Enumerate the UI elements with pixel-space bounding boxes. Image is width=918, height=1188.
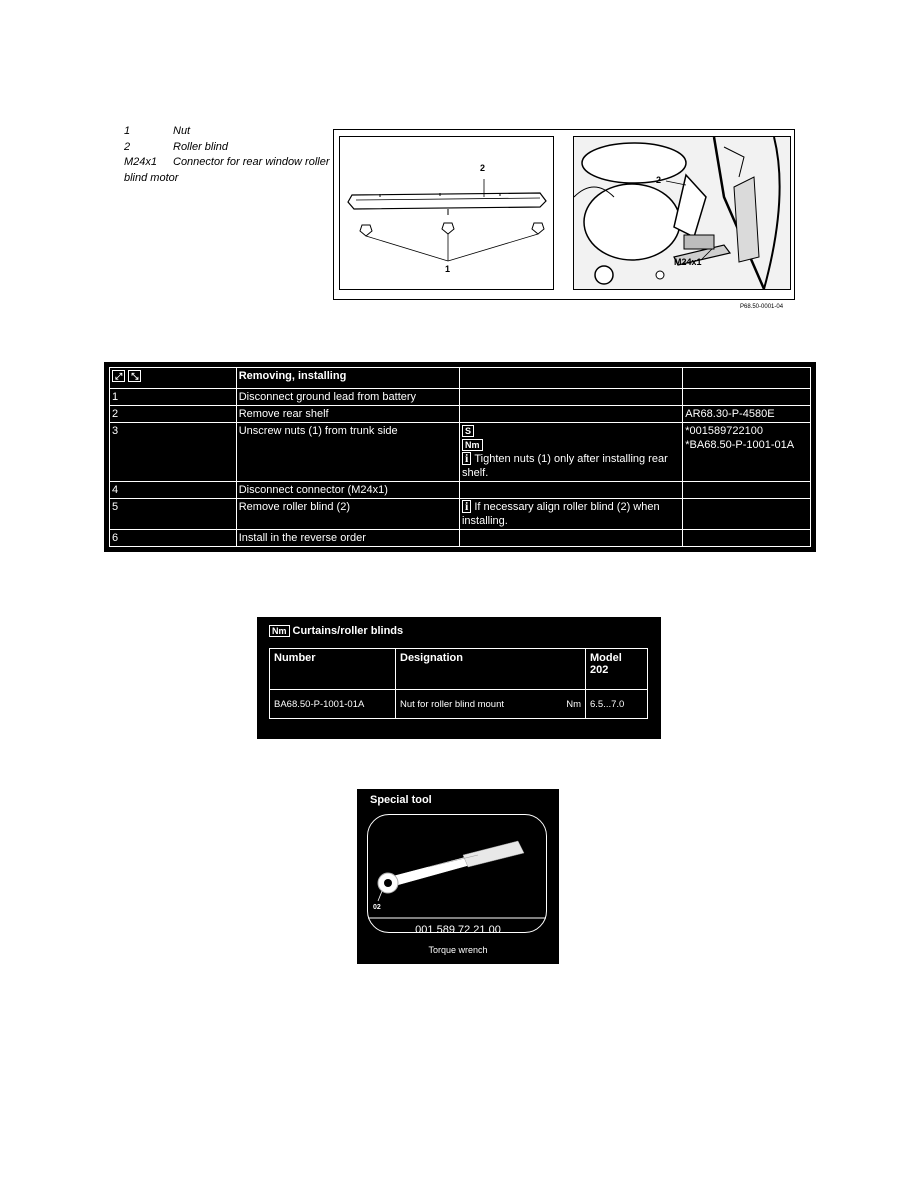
table-row (270, 690, 648, 719)
table-header-row (110, 368, 811, 389)
roller-blind-illustration (340, 137, 553, 289)
table-row (110, 389, 811, 406)
legend-item (124, 124, 334, 140)
step-text: Unscrew nuts (1) from trunk side (236, 423, 459, 482)
step-text: Remove rear shelf (236, 406, 459, 423)
step-note: Tighten nuts (1) only after installing rear shelf. (461, 453, 668, 479)
legend-key: 1 (124, 125, 131, 137)
info-icon: i (462, 452, 471, 465)
step-number: 1 (110, 389, 237, 406)
figure-code: P68.50-0001-04 (740, 304, 784, 310)
spec-number: BA68.50-P-1001-01A (270, 690, 396, 719)
trunk-photo (573, 136, 791, 290)
tool-name: Torque wrench (428, 945, 488, 955)
step-note: If necessary align roller blind (2) when installing. (461, 501, 660, 527)
step-text: Disconnect ground lead from battery (236, 389, 459, 406)
legend-label: Roller blind (173, 140, 229, 153)
torque-icon: Nm (269, 625, 290, 637)
column-header-designation: Designation (396, 649, 586, 690)
collapse-icon[interactable]: ⤡ (128, 370, 141, 382)
figure-legend (124, 124, 334, 186)
trunk-illustration (574, 137, 790, 289)
legend-label-continuation: blind motor (124, 171, 179, 184)
legend-label: Nut (173, 125, 191, 137)
table-header-row (270, 649, 648, 690)
special-tool-icon[interactable]: S (462, 425, 474, 437)
tool-image-frame (367, 814, 547, 933)
tool-callout: 02 (373, 904, 381, 911)
table-row (110, 482, 811, 499)
info-icon: i (462, 500, 471, 513)
step-number: 3 (110, 423, 237, 482)
callout-blind: 2 (480, 163, 486, 173)
roller-blind-drawing (339, 136, 554, 290)
table-row (110, 406, 811, 423)
torque-table-title: Nm Curtains/roller blinds (269, 625, 403, 637)
legend-label: Connector for rear window roller (173, 156, 330, 168)
table-row (110, 423, 811, 482)
callout-blind: 2 (656, 175, 662, 185)
step-reference-link[interactable]: *BA68.50-P-1001-01A (685, 439, 795, 451)
step-reference-link[interactable]: AR68.30-P-4580E (683, 406, 811, 423)
step-number: 5 (110, 499, 237, 530)
spec-value: 6.5...7.0 (586, 690, 648, 719)
spec-unit: Nm (566, 698, 581, 710)
torque-wrench-icon (368, 815, 546, 932)
step-number: 4 (110, 482, 237, 499)
spec-designation: Nut for roller blind mount (400, 698, 505, 710)
callout-connector: M24x1 (674, 257, 702, 267)
step-reference-link[interactable]: *001589722100 (685, 425, 763, 437)
torque-spec-table (257, 617, 661, 739)
legend-key: M24x1 (124, 156, 158, 168)
torque-icon[interactable]: Nm (462, 439, 483, 451)
legend-item (124, 140, 334, 156)
removing-installing-table (104, 362, 816, 552)
table-row (110, 499, 811, 530)
installation-figure (333, 129, 795, 300)
tool-part-number: 001 589 72 21 00 (415, 924, 501, 936)
special-tool-title: Special tool (370, 794, 432, 806)
column-header-number: Number (270, 649, 396, 690)
legend-item (124, 155, 334, 171)
step-number: 2 (110, 406, 237, 423)
legend-key: 2 (124, 140, 131, 153)
step-text: Disconnect connector (M24x1) (236, 482, 459, 499)
expand-icon[interactable]: ⤢ (112, 370, 125, 382)
callout-nut: 1 (445, 264, 451, 274)
step-text: Install in the reverse order (236, 530, 459, 547)
table-row (110, 530, 811, 547)
column-header-model: Model 202 (586, 649, 648, 690)
special-tool-card (357, 789, 559, 964)
table-title: Removing, installing (236, 368, 459, 389)
step-text: Remove roller blind (2) (236, 499, 459, 530)
step-number: 6 (110, 530, 237, 547)
